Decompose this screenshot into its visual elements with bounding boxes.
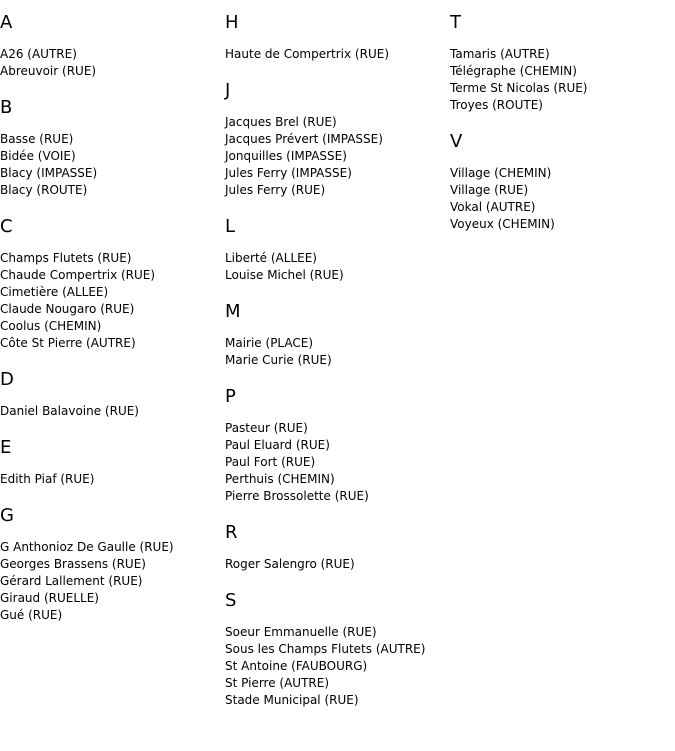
street-link[interactable]: Basse (RUE) [0, 132, 74, 146]
street-link[interactable]: Champs Flutets (RUE) [0, 251, 132, 265]
street-link[interactable]: Stade Municipal (RUE) [225, 693, 359, 707]
street-list [225, 250, 447, 284]
section-letter-heading: S [225, 590, 237, 611]
street-list [225, 420, 447, 505]
street-link[interactable]: Jonquilles (IMPASSE) [225, 149, 347, 163]
letter-section [225, 386, 447, 505]
street-link[interactable]: Georges Brassens (RUE) [0, 557, 146, 571]
street-link[interactable]: Daniel Balavoine (RUE) [0, 404, 139, 418]
street-list [0, 250, 222, 352]
letter-section [0, 12, 222, 80]
street-link[interactable]: Jacques Brel (RUE) [225, 115, 337, 129]
section-letter-heading: B [0, 97, 13, 118]
street-list [450, 165, 672, 233]
street-link[interactable]: Cimetière (ALLEE) [0, 285, 109, 299]
street-link[interactable]: Roger Salengro (RUE) [225, 557, 355, 571]
street-link[interactable]: Blacy (ROUTE) [0, 183, 88, 197]
street-link[interactable]: Chaude Compertrix (RUE) [0, 268, 156, 282]
street-link[interactable]: Gué (RUE) [0, 608, 63, 622]
street-link[interactable]: Village (RUE) [450, 183, 529, 197]
section-letter-heading: A [0, 12, 13, 33]
street-link[interactable]: Pierre Brossolette (RUE) [225, 489, 369, 503]
street-link[interactable]: Abreuvoir (RUE) [0, 64, 97, 78]
section-letter-heading: D [0, 369, 14, 390]
street-link[interactable]: St Antoine (FAUBOURG) [225, 659, 368, 673]
letter-section [450, 131, 672, 233]
street-link[interactable]: Soeur Emmanuelle (RUE) [225, 625, 377, 639]
letter-section [0, 97, 222, 199]
street-link[interactable]: Troyes (ROUTE) [450, 98, 543, 112]
street-link[interactable]: Louise Michel (RUE) [225, 268, 344, 282]
street-link[interactable]: Voyeux (CHEMIN) [450, 217, 555, 231]
letter-section [225, 590, 447, 709]
letter-section [0, 369, 222, 420]
letter-section [225, 522, 447, 573]
street-column-1 [0, 12, 222, 641]
street-link[interactable]: Bidée (VOIE) [0, 149, 76, 163]
letter-section [0, 437, 222, 488]
section-letter-heading: J [225, 80, 231, 101]
street-list [0, 403, 222, 420]
street-list [0, 539, 222, 624]
street-link[interactable]: St Pierre (AUTRE) [225, 676, 330, 690]
letter-section [225, 216, 447, 284]
section-letter-heading: R [225, 522, 238, 543]
street-list [0, 471, 222, 488]
street-link[interactable]: Jules Ferry (RUE) [225, 183, 326, 197]
street-link[interactable]: Vokal (AUTRE) [450, 200, 536, 214]
street-link[interactable]: Sous les Champs Flutets (AUTRE) [225, 642, 426, 656]
street-link[interactable]: Télégraphe (CHEMIN) [450, 64, 577, 78]
street-list [225, 624, 447, 709]
street-list [0, 131, 222, 199]
street-link[interactable]: Mairie (PLACE) [225, 336, 314, 350]
letter-section [225, 301, 447, 369]
street-link[interactable]: G Anthonioz De Gaulle (RUE) [0, 540, 174, 554]
section-letter-heading: G [0, 505, 14, 526]
street-list [225, 114, 447, 199]
section-letter-heading: P [225, 386, 236, 407]
section-letter-heading: T [450, 12, 461, 33]
street-link[interactable]: Coolus (CHEMIN) [0, 319, 102, 333]
letter-section [225, 12, 447, 63]
street-link[interactable]: Village (CHEMIN) [450, 166, 552, 180]
street-link[interactable]: Jules Ferry (IMPASSE) [225, 166, 352, 180]
letter-section [225, 80, 447, 199]
street-list [450, 46, 672, 114]
street-link[interactable]: Claude Nougaro (RUE) [0, 302, 135, 316]
street-link[interactable]: Haute de Compertrix (RUE) [225, 47, 389, 61]
street-link[interactable]: Paul Fort (RUE) [225, 455, 316, 469]
letter-section [0, 505, 222, 624]
section-letter-heading: E [0, 437, 12, 458]
street-column-2 [225, 12, 447, 726]
section-letter-heading: L [225, 216, 236, 237]
street-link[interactable]: Côte St Pierre (AUTRE) [0, 336, 136, 350]
street-link[interactable]: Liberté (ALLEE) [225, 251, 317, 265]
letter-section [450, 12, 672, 114]
street-link[interactable]: Terme St Nicolas (RUE) [450, 81, 588, 95]
section-letter-heading: H [225, 12, 239, 33]
letter-section [0, 216, 222, 352]
street-link[interactable]: A26 (AUTRE) [0, 47, 77, 61]
street-link[interactable]: Marie Curie (RUE) [225, 353, 332, 367]
section-letter-heading: C [0, 216, 13, 237]
street-link[interactable]: Pasteur (RUE) [225, 421, 308, 435]
street-link[interactable]: Jacques Prévert (IMPASSE) [225, 132, 383, 146]
street-link[interactable]: Giraud (RUELLE) [0, 591, 99, 605]
street-list [225, 556, 447, 573]
street-list [225, 335, 447, 369]
street-column-3 [450, 12, 672, 250]
street-link[interactable]: Paul Eluard (RUE) [225, 438, 330, 452]
street-list [0, 46, 222, 80]
section-letter-heading: M [225, 301, 241, 322]
street-link[interactable]: Edith Piaf (RUE) [0, 472, 95, 486]
street-list [225, 46, 447, 63]
street-link[interactable]: Blacy (IMPASSE) [0, 166, 98, 180]
street-link[interactable]: Tamaris (AUTRE) [450, 47, 550, 61]
street-link[interactable]: Gérard Lallement (RUE) [0, 574, 143, 588]
street-link[interactable]: Perthuis (CHEMIN) [225, 472, 335, 486]
section-letter-heading: V [450, 131, 463, 152]
